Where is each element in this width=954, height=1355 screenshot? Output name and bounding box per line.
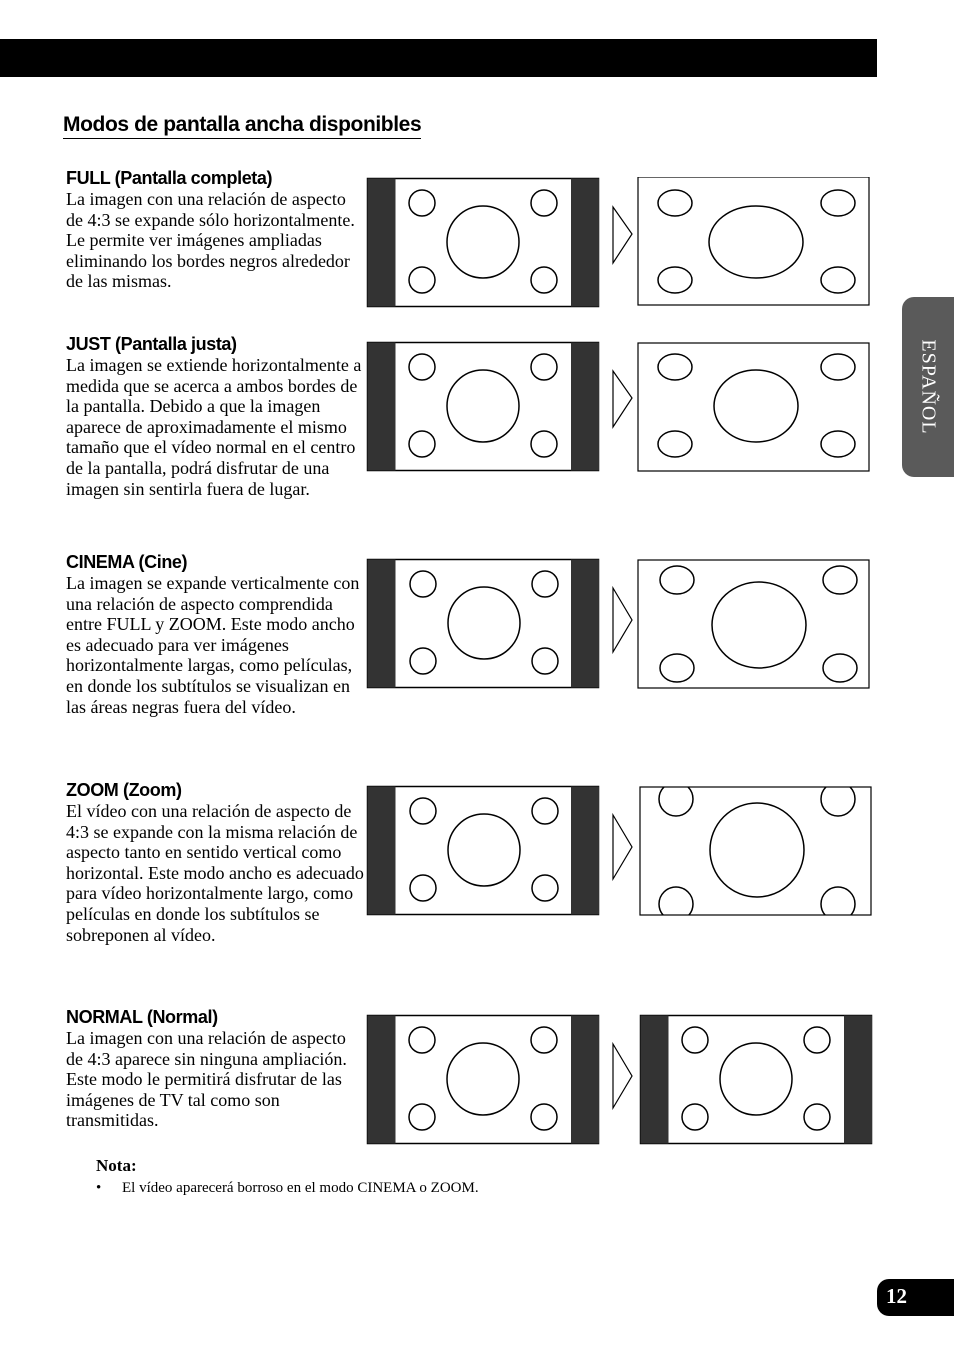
result-screen	[638, 177, 869, 305]
mode-just-text: La imagen se extiende horizontalmente a medida que se acerca a ambos bordes de la pantalla. Debido a que la imagen aparece de aproximadamente el mismo tamaño que el vídeo normal en el centro de la pantalla, podrá disfrutar de una imagen sin sentirla fuera de lugar.	[66, 355, 362, 499]
result-screen	[641, 1016, 873, 1144]
mode-just-diagram	[366, 341, 872, 473]
header-bar	[0, 39, 877, 77]
mode-zoom	[66, 779, 366, 945]
mode-zoom-title: ZOOM (Zoom)	[66, 780, 182, 800]
note-item	[96, 1180, 479, 1197]
mode-cinema-diagram	[366, 558, 872, 690]
mode-full-text: La imagen con una relación de aspecto de 4:3 se expande sólo horizontalmente. Le permite ver imágenes ampliadas eliminando los bordes negros alrededor de las mismas.	[66, 189, 355, 292]
arrow-icon	[613, 588, 632, 652]
mode-cinema	[66, 551, 366, 717]
source-screen	[368, 1016, 600, 1144]
arrow-icon	[613, 1044, 632, 1108]
arrow-icon	[613, 815, 632, 879]
section-title: Modos de pantalla ancha disponibles	[63, 113, 421, 139]
result-screen	[640, 785, 871, 917]
mode-normal	[66, 1006, 366, 1131]
language-tab-label: ESPAÑOL	[917, 339, 940, 435]
page-number-tab	[877, 1279, 954, 1316]
page-number: 12	[886, 1284, 907, 1308]
mode-normal-text: La imagen con una relación de aspecto de 4:3 aparece sin ninguna ampliación. Este modo le permitirá disfrutar de las imágenes de TV tal como son transmitidas.	[66, 1028, 347, 1131]
source-screen	[368, 560, 600, 688]
result-screen	[638, 560, 869, 688]
result-screen	[638, 343, 869, 471]
mode-cinema-title: CINEMA (Cine)	[66, 552, 188, 572]
mode-full	[66, 167, 366, 292]
mode-cinema-text: La imagen se expande verticalmente con una relación de aspecto comprendida entre FULL y ZOOM. Este modo ancho es adecuado para ver imágenes horizontalmente largas, como películas, en donde los subtítulos se visualizan en las áreas negras fuera del vídeo.	[66, 573, 360, 717]
note-bullet: •	[96, 1180, 102, 1196]
mode-zoom-text: El vídeo con una relación de aspecto de 4:3 se expande con la misma relación de aspecto tanto en sentido vertical como horizontal. Este modo ancho es adecuado para vídeo horizontalmente largo, como películas en donde los subtítulos se sobreponen al vídeo.	[66, 801, 364, 945]
mode-zoom-diagram	[366, 785, 874, 917]
note-item-text: El vídeo aparecerá borroso en el modo CINEMA o ZOOM.	[122, 1180, 479, 1196]
source-screen	[368, 179, 600, 307]
language-tab[interactable]	[902, 297, 954, 477]
mode-just	[66, 333, 366, 499]
note	[96, 1156, 479, 1196]
mode-normal-title: NORMAL (Normal)	[66, 1007, 218, 1027]
source-screen	[368, 343, 600, 471]
mode-normal-diagram	[366, 1014, 876, 1146]
arrow-icon	[613, 207, 632, 263]
mode-full-title: FULL (Pantalla completa)	[66, 168, 273, 188]
note-title: Nota:	[96, 1156, 137, 1175]
arrow-icon	[613, 371, 632, 427]
source-screen	[368, 787, 600, 915]
mode-just-title: JUST (Pantalla justa)	[66, 334, 237, 354]
mode-full-diagram	[366, 177, 872, 309]
